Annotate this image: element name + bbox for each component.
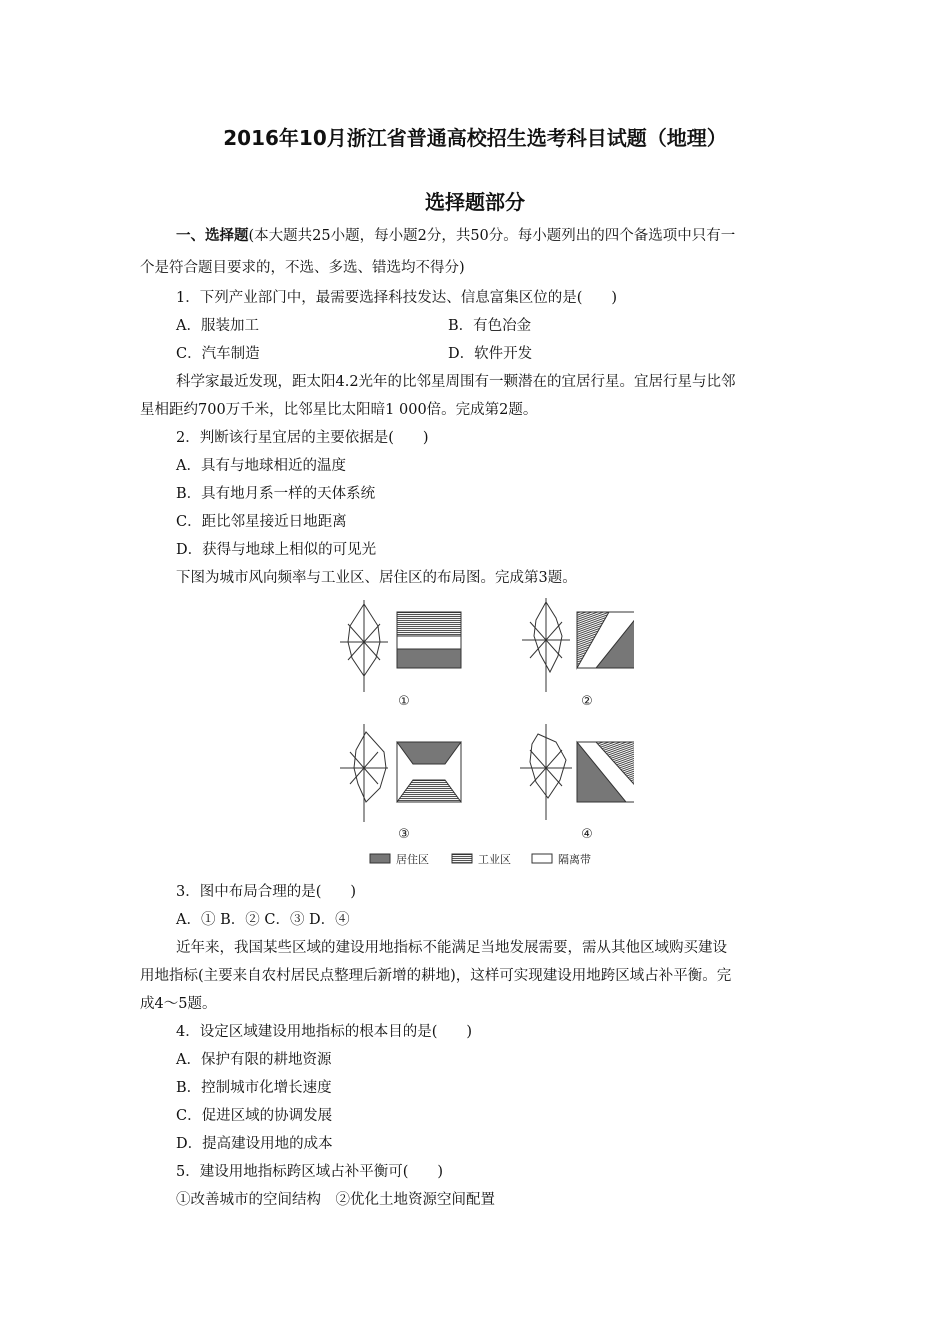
layout-diagram-2 <box>522 598 634 709</box>
layout-diagram-3 <box>340 724 461 842</box>
diagram-label-1: ① <box>398 694 410 709</box>
instructions-text: (本大题共25小题，每小题2分，共50分。每小题列出的四个备选项中只有一 <box>248 228 736 244</box>
q1-option-a: A．服装加工 <box>176 318 259 334</box>
diagram-label-2: ② <box>581 694 593 709</box>
legend-buffer: 隔离带 <box>558 853 591 866</box>
q2-option-c: C．距比邻星接近日地距离 <box>176 514 347 530</box>
legend-industrial: 工业区 <box>478 853 511 866</box>
q4-option-d: D．提高建设用地的成本 <box>176 1136 333 1152</box>
diagram-label-4: ④ <box>581 827 593 842</box>
passage-2-line-1: 科学家最近发现，距太阳4.2光年的比邻星周围有一颗潜在的宜居行星。宜居行星与比邻 <box>176 374 736 390</box>
instructions-line-2: 个是符合题目要求的，不选、多选、错选均不得分) <box>140 260 465 276</box>
legend-residential: 居住区 <box>396 853 429 866</box>
q2-option-d: D．获得与地球上相似的可见光 <box>176 542 377 558</box>
passage-45-line-3: 成4～5题。 <box>140 996 217 1012</box>
q1-options-row-1 <box>176 316 776 336</box>
wind-rose-4 <box>520 724 572 820</box>
passage-45-line-1: 近年来，我国某些区域的建设用地指标不能满足当地发展需要，需从其他区域购买建设 <box>176 940 727 956</box>
q2-stem: 2．判断该行星宜居的主要依据是( ) <box>176 430 429 446</box>
legend-swatch-buffer <box>532 854 552 863</box>
q3-stem: 3．图中布局合理的是( ) <box>176 884 357 900</box>
figure-legend <box>370 852 591 866</box>
legend-swatch-residential <box>370 854 390 863</box>
instructions-label: 一、选择题 <box>176 228 249 244</box>
q1-options-row-2 <box>176 344 776 364</box>
layout-diagram-1 <box>340 600 461 709</box>
q4-option-c: C．促进区域的协调发展 <box>176 1108 333 1124</box>
q1-option-d: D．软件开发 <box>448 346 533 362</box>
q4-option-b: B．控制城市化增长速度 <box>176 1080 332 1096</box>
wind-rose-1 <box>340 600 388 692</box>
layout-diagram-4 <box>520 724 634 842</box>
instructions-line-1 <box>176 226 735 246</box>
passage-2-line-2: 星相距约700万千米，比邻星比太阳暗1 000倍。完成第2题。 <box>140 402 538 418</box>
passage-45-line-2: 用地指标(主要来自农村居民点整理后新增的耕地)，这样可实现建设用地跨区域占补平衡。完 <box>140 968 732 984</box>
q1-option-b: B．有色冶金 <box>448 318 532 334</box>
q4-option-a: A．保护有限的耕地资源 <box>176 1052 332 1068</box>
q4-stem: 4．设定区域建设用地指标的根本目的是( ) <box>176 1024 473 1040</box>
q2-option-b: B．具有地月系一样的天体系统 <box>176 486 376 502</box>
page-title: 2016年10月浙江省普通高校招生选考科目试题（地理） <box>223 126 727 150</box>
q2-option-a: A．具有与地球相近的温度 <box>176 458 346 474</box>
passage-3: 下图为城市风向频率与工业区、居住区的布局图。完成第3题。 <box>176 570 577 586</box>
wind-rose-3 <box>340 724 388 822</box>
legend-swatch-industrial <box>452 854 472 863</box>
q5-stem: 5．建设用地指标跨区域占补平衡可( ) <box>176 1164 444 1180</box>
q5-items: ①改善城市的空间结构 ②优化土地资源空间配置 <box>176 1192 495 1208</box>
diagram-label-3: ③ <box>398 827 410 842</box>
wind-rose-2 <box>522 598 570 692</box>
wind-layout-figure <box>334 592 634 874</box>
q3-options: A．① B．② C．③ D．④ <box>176 912 350 928</box>
q1-option-c: C．汽车制造 <box>176 346 260 362</box>
section-title: 选择题部分 <box>425 190 525 214</box>
q1-stem: 1．下列产业部门中，最需要选择科技发达、信息富集区位的是( ) <box>176 290 618 306</box>
